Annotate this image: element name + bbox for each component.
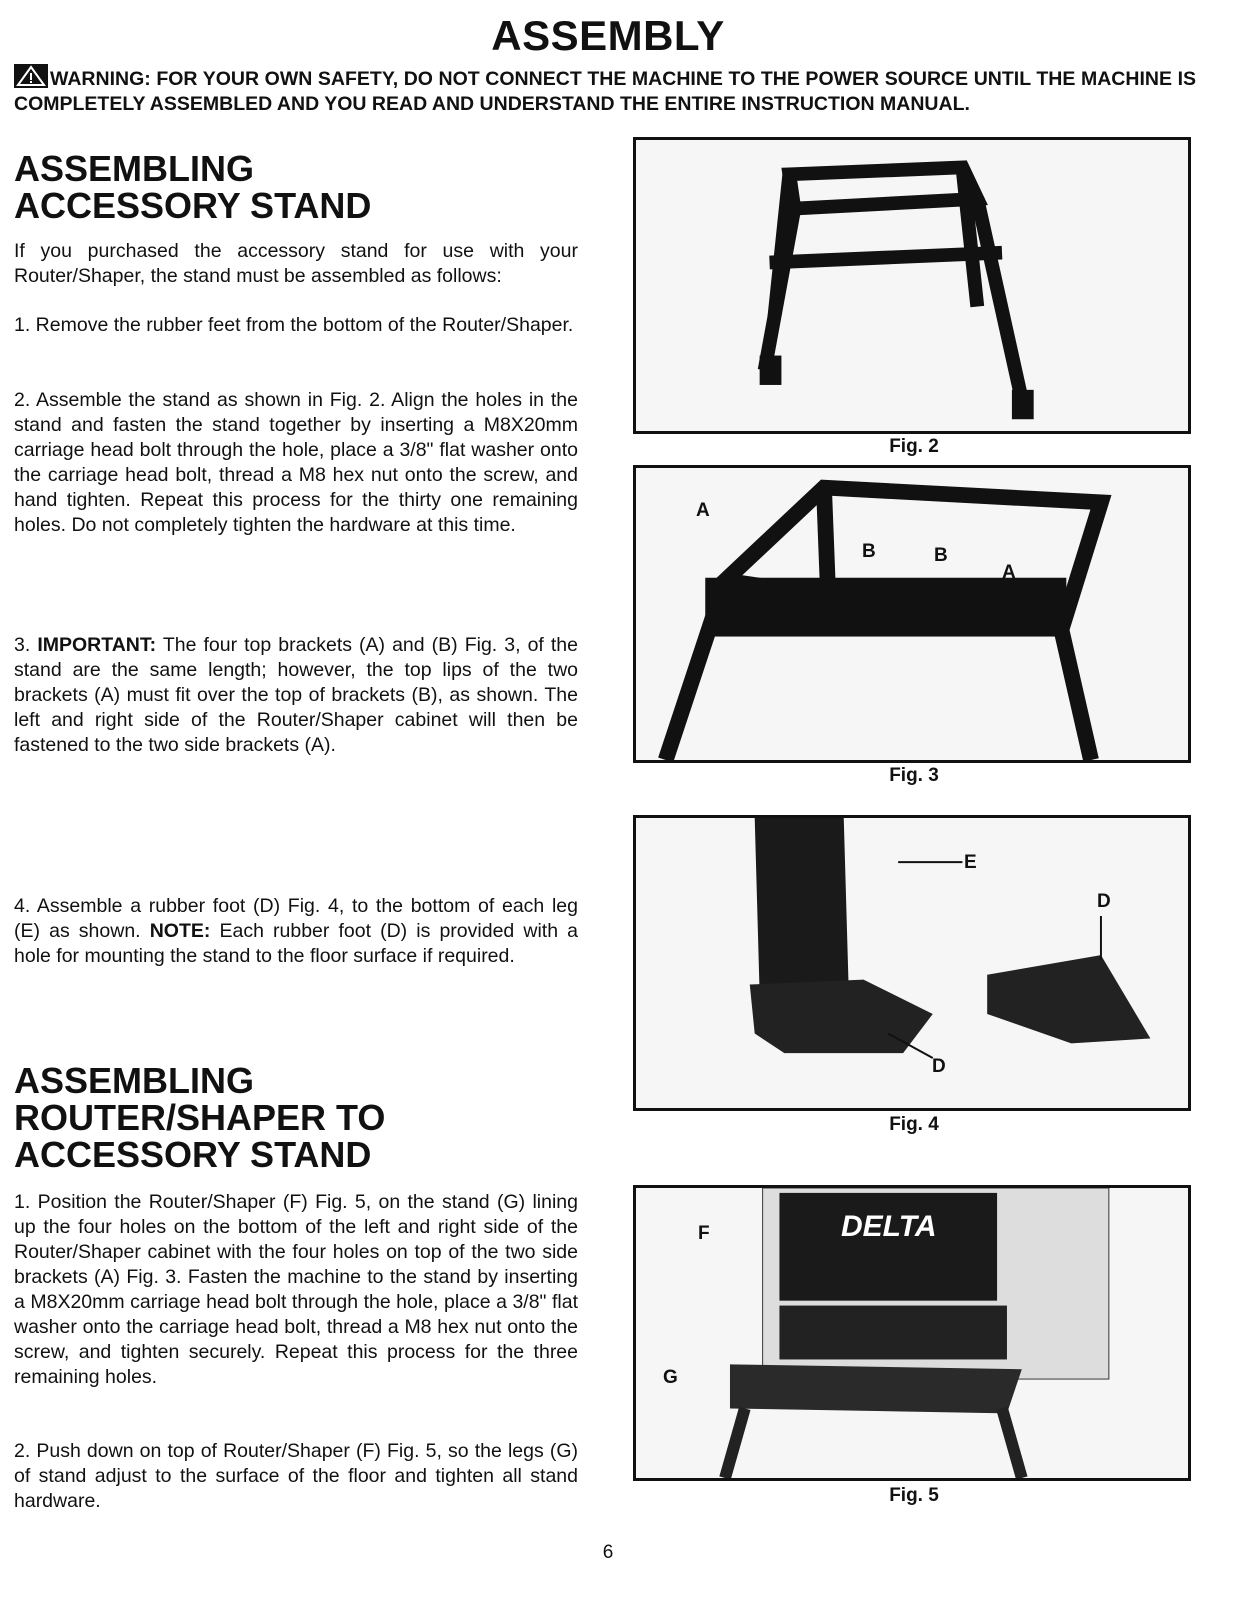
page-title: ASSEMBLY xyxy=(491,12,725,59)
label-b: B xyxy=(862,541,876,562)
delta-logo: DELTA xyxy=(841,1210,937,1243)
step-3: 3. IMPORTANT: The four top brackets (A) and (B) Fig. 3, of the stand are the same length; however, the top lips of the two brackets (A) must fit over the top of brackets (B), as shown. The left and right side of the Router/Shaper cabinet will then be fastened to the two side brackets (A). xyxy=(14,634,578,756)
label-e: E xyxy=(964,852,977,873)
label-d: D xyxy=(932,1056,946,1077)
figure-3-brackets-photo xyxy=(633,465,1191,763)
section-heading: ASSEMBLING ACCESSORY STAND xyxy=(14,148,372,226)
warning-icon xyxy=(14,64,48,88)
step-2: 2. Assemble the stand as shown in Fig. 2. Align the holes in the stand and fasten the stand together by inserting a M8X20mm carriage head bolt through the hole, place a 3/8" flat washer onto the carriage head bolt, thread a M8 hex nut onto the screw, and hand tighten. Repeat this process for the thirty one remaining holes. Do not completely tighten the hardware at this time. xyxy=(14,389,578,536)
step-4: 4. Assemble a rubber foot (D) Fig. 4, to the bottom of each leg (E) as shown. NOTE: Each rubber foot (D) is provided with a hole for mounting the stand to the floor surface if required. xyxy=(14,895,578,967)
figure-4-caption: Fig. 4 xyxy=(889,1114,939,1135)
warning-notice xyxy=(14,64,1196,117)
figure-5-router-on-stand-photo xyxy=(633,1185,1191,1481)
label-f: F xyxy=(698,1223,710,1244)
intro-paragraph: If you purchased the accessory stand for use with your Router/Shaper, the stand must be assembled as follows: xyxy=(14,240,578,287)
label-b: B xyxy=(934,545,948,566)
figure-5-caption: Fig. 5 xyxy=(889,1485,939,1506)
figure-3-caption: Fig. 3 xyxy=(889,765,939,786)
step-1: 1. Remove the rubber feet from the bottom of the Router/Shaper. xyxy=(14,314,574,336)
label-d: D xyxy=(1097,891,1111,912)
step-2-1: 1. Position the Router/Shaper (F) Fig. 5, on the stand (G) lining up the four holes on the bottom of the left and right side of the Router/Shaper cabinet with the four holes on top of the two side brackets (A) Fig. 3. Fasten the machine to the stand by inserting a M8X20mm carriage head bolt through the hole, place a 3/8" flat washer onto the carriage head bolt, thread a M8 hex nut onto the screw, and tighten securely. Repeat this process for the three remaining holes. xyxy=(14,1191,578,1388)
label-a: A xyxy=(696,500,710,521)
step-2-2: 2. Push down on top of Router/Shaper (F) Fig. 5, so the legs (G) of stand adjust to the surface of the floor and tighten all stand hardware. xyxy=(14,1440,578,1512)
section-heading-2: ASSEMBLING ROUTER/SHAPER TO ACCESSORY STAND xyxy=(14,1060,386,1175)
figure-2-caption: Fig. 2 xyxy=(889,436,939,457)
label-g: G xyxy=(663,1367,678,1388)
figure-2-stand-photo xyxy=(633,137,1191,434)
page-number: 6 xyxy=(602,1542,614,1563)
warning-text: WARNING: FOR YOUR OWN SAFETY, DO NOT CONNECT THE MACHINE TO THE POWER SOURCE UNTIL THE MACHINE IS COMPLETELY ASSEMBLED AND YOU READ AND UNDERSTAND THE ENTIRE INSTRUCTION MANUAL. xyxy=(14,68,1196,115)
figure-4-foot-photo xyxy=(633,815,1191,1111)
label-a: A xyxy=(1002,562,1016,583)
